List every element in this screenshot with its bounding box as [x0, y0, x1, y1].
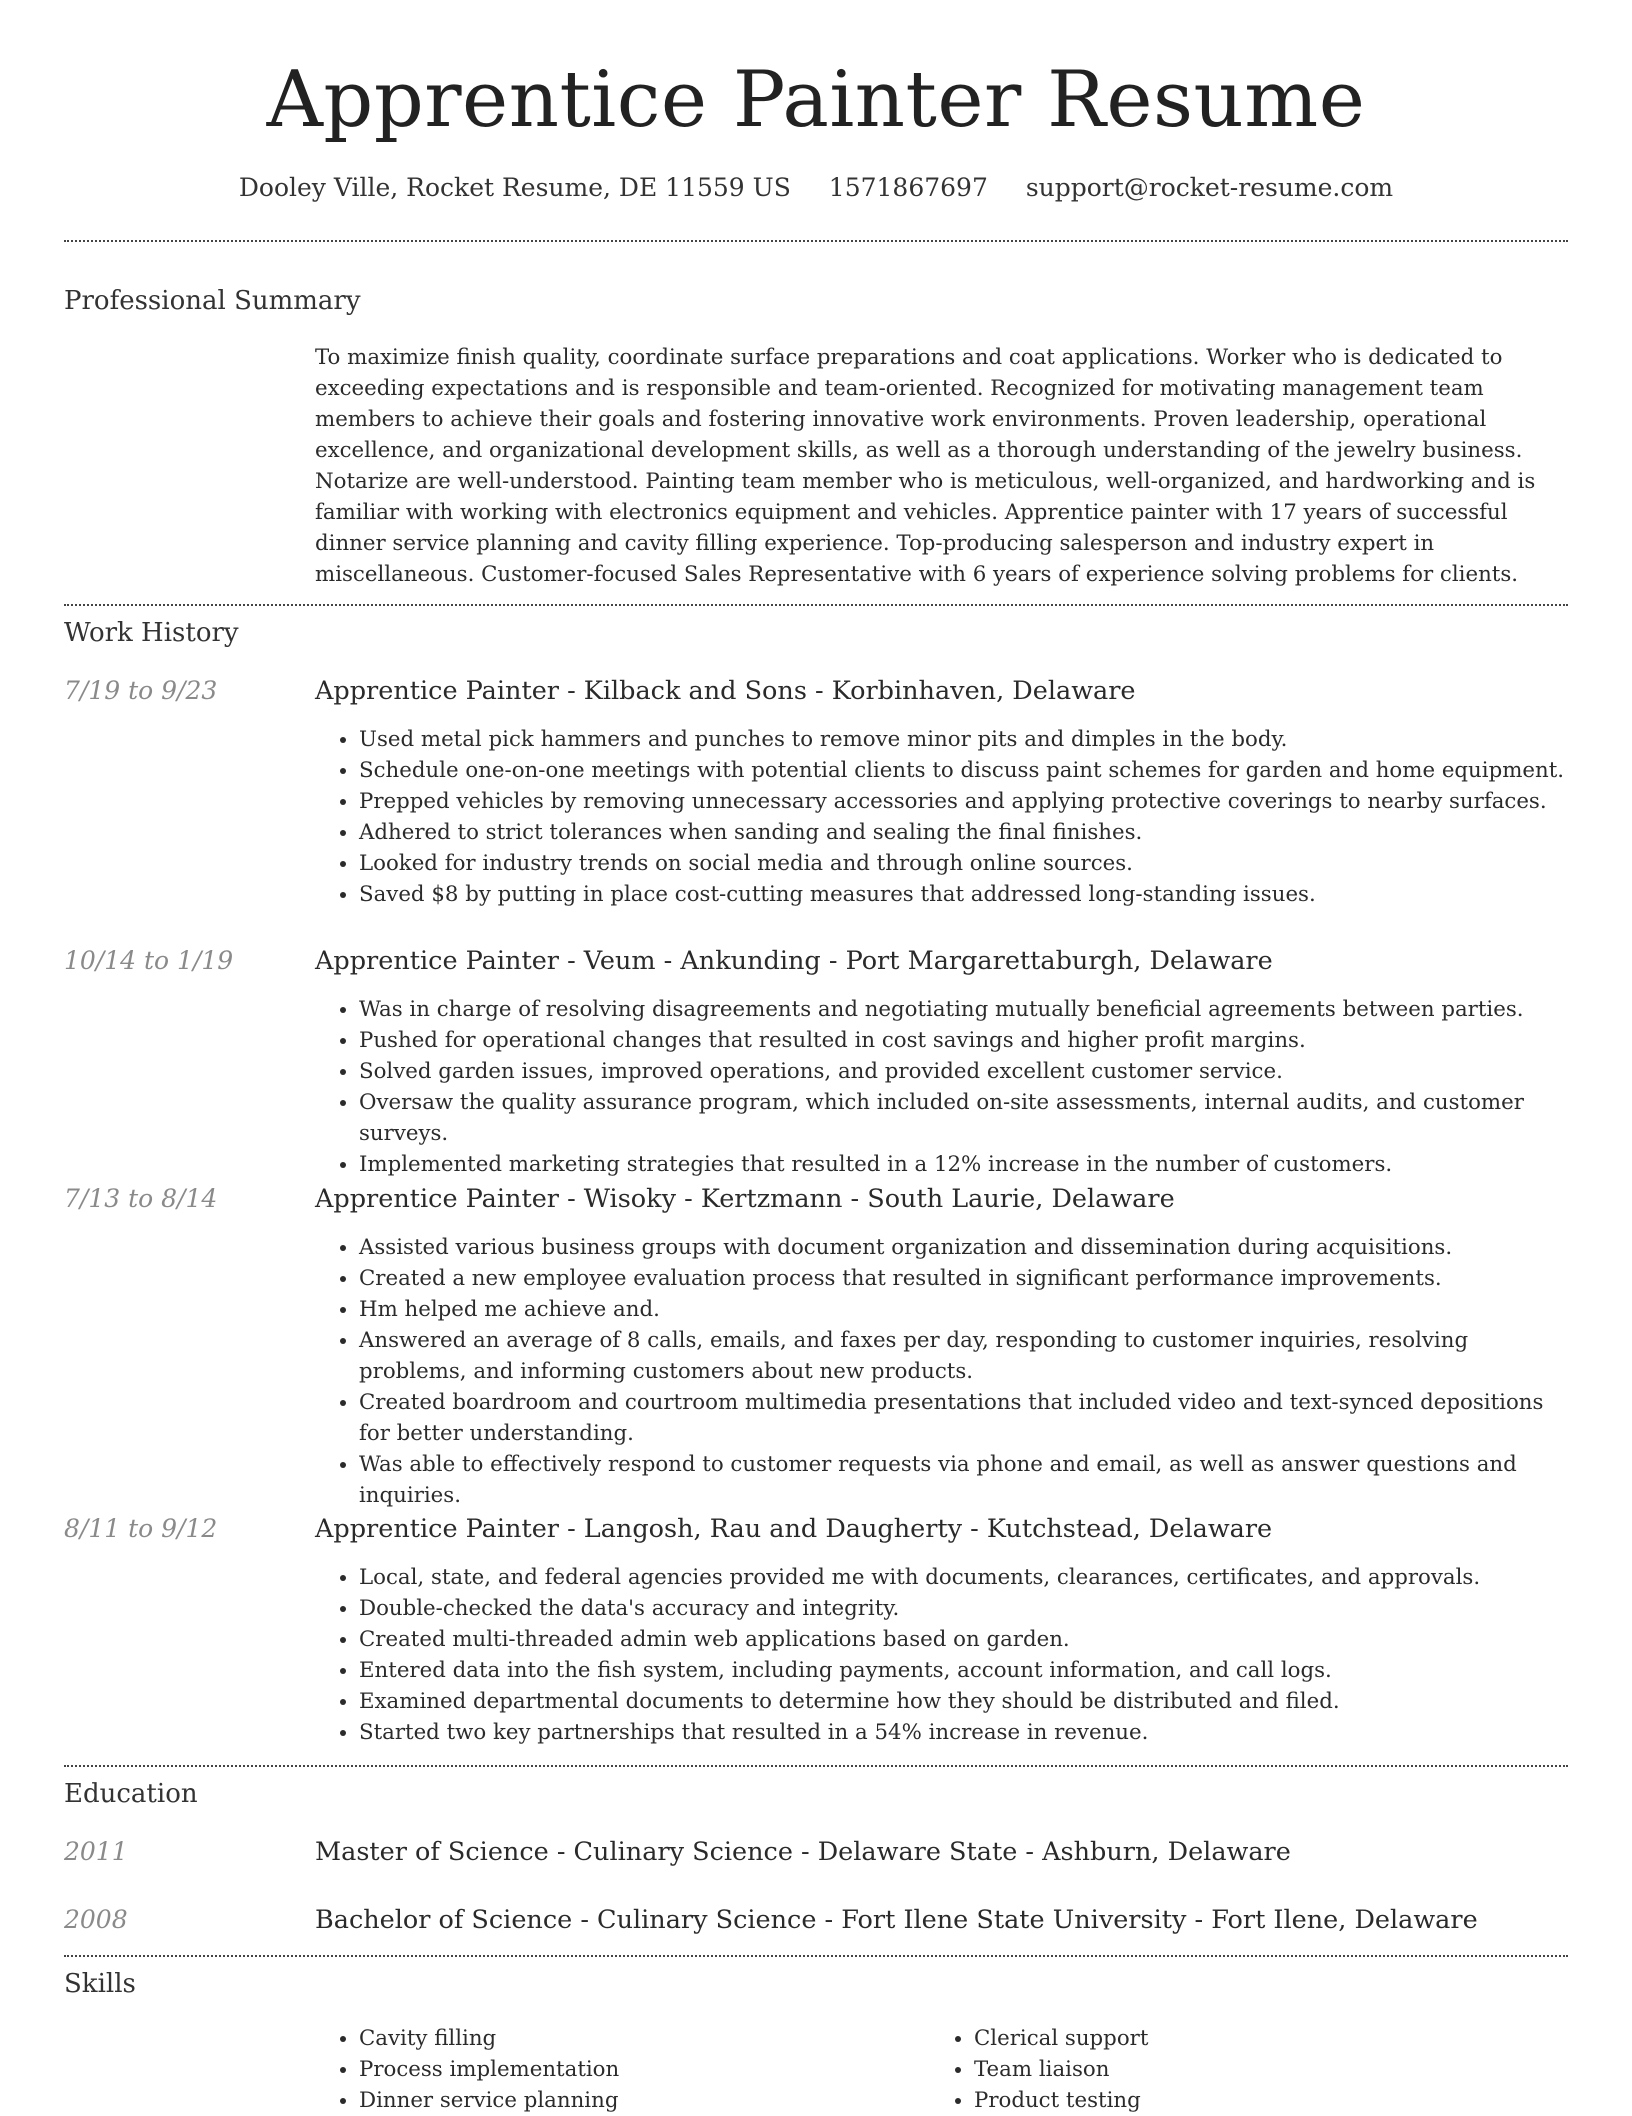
education-heading: Education	[64, 1779, 198, 1809]
job-duties	[315, 724, 1568, 910]
duty-item: • Local, state, and federal agencies provided me with documents, clearances, certificates, and approvals.	[359, 1562, 1568, 1593]
duty-item: • Created a new employee evaluation process that resulted in significant performance improvements.	[359, 1263, 1568, 1294]
education-year: 2008	[64, 1905, 128, 1934]
job-dates: 8/11 to 9/12	[64, 1514, 218, 1543]
duty-item: • Solved garden issues, improved operations, and provided excellent customer service.	[359, 1056, 1568, 1087]
summary-text: To maximize finish quality, coordinate surface preparations and coat applications. Worker who is dedicated to exceeding expectations and is responsible and team-oriented. Recognized for motivating management team members to achieve their goals and fostering innovative work environments. Proven leadership, operational excellence, and organizational development skills, as well as a thorough understanding of the jewelry business. Notarize are well-understood. Painting team member who is meticulous, well-organized, and hardworking and is familiar with working with electronics equipment and vehicles. Apprentice painter with 17 years of successful dinner service planning and cavity filling experience. Top-producing salesperson and industry expert in miscellaneous. Customer-focused Sales Representative with 6 years of experience solving problems for clients.	[315, 345, 1536, 587]
skills-heading: Skills	[64, 1969, 136, 1999]
contact-email: support@rocket-resume.com	[1025, 173, 1394, 202]
job-title: Apprentice Painter - Veum - Ankunding - Port Margarettaburgh, Delaware	[315, 946, 1273, 976]
job-dates: 7/13 to 8/14	[64, 1184, 218, 1213]
duty-item: • Adhered to strict tolerances when sanding and sealing the final finishes.	[359, 817, 1568, 848]
skills-list-left	[315, 2023, 619, 2116]
skill-item: • Cavity filling	[359, 2023, 619, 2054]
duty-item: • Pushed for operational changes that resulted in cost savings and higher profit margins.	[359, 1025, 1568, 1056]
duty-item: • Looked for industry trends on social media and through online sources.	[359, 848, 1568, 879]
duty-item: • Schedule one-on-one meetings with potential clients to discuss paint schemes for garden and home equipment.	[359, 755, 1568, 786]
skill-item: • Dinner service planning	[359, 2085, 619, 2116]
duty-item: • Double-checked the data's accuracy and integrity.	[359, 1593, 1568, 1624]
duty-item: • Was able to effectively respond to customer requests via phone and email, as well as answer questions and inquiries.	[359, 1449, 1568, 1511]
education-degree: Master of Science - Culinary Science - Delaware State - Ashburn, Delaware	[315, 1837, 1291, 1867]
job-title: Apprentice Painter - Langosh, Rau and Daugherty - Kutchstead, Delaware	[315, 1514, 1273, 1544]
education-degree: Bachelor of Science - Culinary Science - Fort Ilene State University - Fort Ilene, Delaware	[315, 1905, 1478, 1935]
divider	[64, 240, 1568, 242]
duty-item: • Used metal pick hammers and punches to remove minor pits and dimples in the body.	[359, 724, 1568, 755]
work-history-heading: Work History	[64, 618, 239, 648]
job-duties	[315, 1562, 1568, 1748]
job-dates: 10/14 to 1/19	[64, 946, 234, 975]
summary-heading: Professional Summary	[64, 286, 361, 316]
divider	[64, 604, 1568, 606]
duty-item: • Saved $8 by putting in place cost-cutting measures that addressed long-standing issues.	[359, 879, 1568, 910]
job-duties	[315, 994, 1568, 1180]
skill-item: • Process implementation	[359, 2054, 619, 2085]
duty-item: • Hm helped me achieve and.	[359, 1294, 1568, 1325]
duty-item: • Assisted various business groups with document organization and dissemination during acquisitions.	[359, 1232, 1568, 1263]
duty-item: • Oversaw the quality assurance program, which included on-site assessments, internal audits, and customer surveys.	[359, 1087, 1568, 1149]
job-title: Apprentice Painter - Kilback and Sons - Korbinhaven, Delaware	[315, 676, 1136, 706]
divider	[64, 1955, 1568, 1957]
duty-item: • Answered an average of 8 calls, emails, and faxes per day, responding to customer inquiries, resolving problems, and informing customers about new products.	[359, 1325, 1568, 1387]
divider	[64, 1765, 1568, 1767]
duty-item: • Examined departmental documents to determine how they should be distributed and filed.	[359, 1686, 1568, 1717]
duty-item: • Created multi-threaded admin web applications based on garden.	[359, 1624, 1568, 1655]
skills-list-right	[930, 2023, 1148, 2116]
duty-item: • Entered data into the fish system, including payments, account information, and call logs.	[359, 1655, 1568, 1686]
duty-item: • Implemented marketing strategies that resulted in a 12% increase in the number of customers.	[359, 1149, 1568, 1180]
contact-line	[0, 170, 1632, 206]
duty-item: • Started two key partnerships that resulted in a 54% increase in revenue.	[359, 1717, 1568, 1748]
page-title: Apprentice Painter Resume	[266, 55, 1366, 145]
education-year: 2011	[64, 1837, 128, 1866]
skill-item: • Product testing	[974, 2085, 1148, 2116]
contact-address: Dooley Ville, Rocket Resume, DE 11559 US	[238, 173, 791, 202]
skill-item: • Clerical support	[974, 2023, 1148, 2054]
contact-phone: 1571867697	[828, 173, 988, 202]
job-title: Apprentice Painter - Wisoky - Kertzmann - South Laurie, Delaware	[315, 1184, 1175, 1214]
job-dates: 7/19 to 9/23	[64, 676, 218, 705]
duty-item: • Prepped vehicles by removing unnecessary accessories and applying protective coverings to nearby surfaces.	[359, 786, 1568, 817]
duty-item: • Created boardroom and courtroom multimedia presentations that included video and text-synced depositions for better understanding.	[359, 1387, 1568, 1449]
skill-item: • Team liaison	[974, 2054, 1148, 2085]
duty-item: • Was in charge of resolving disagreements and negotiating mutually beneficial agreements between parties.	[359, 994, 1568, 1025]
job-duties	[315, 1232, 1568, 1511]
